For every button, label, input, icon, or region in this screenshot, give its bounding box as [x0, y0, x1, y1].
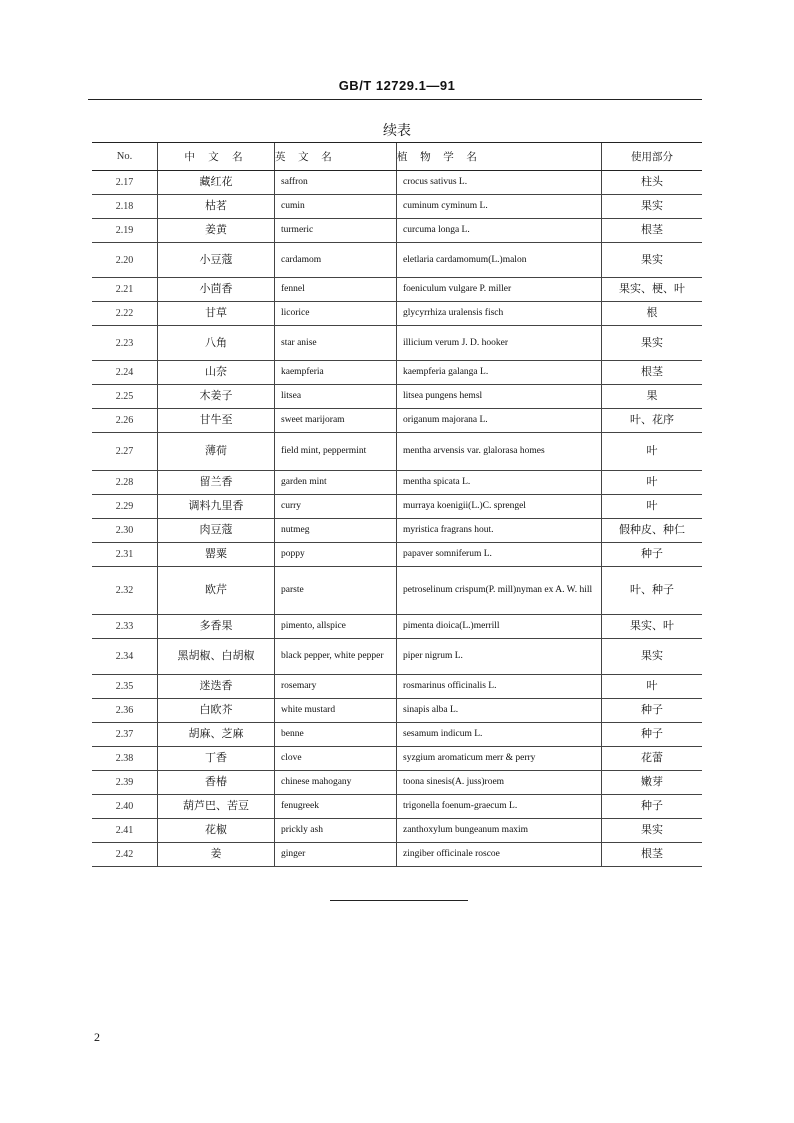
chinese-name-cell: 胡麻、芝麻 [158, 723, 275, 747]
row-number: 2.36 [92, 699, 158, 723]
chinese-name-cell: 小豆蔻 [158, 243, 275, 278]
chinese-name-cell: 迷迭香 [158, 675, 275, 699]
chinese-name-cell: 八角 [158, 326, 275, 361]
column-header-no: No. [92, 143, 158, 171]
table-row [92, 519, 702, 543]
botanical-name-cell: crocus sativus L. [397, 171, 602, 195]
row-number: 2.21 [92, 278, 158, 302]
table-row [92, 243, 702, 278]
botanical-name-cell: curcuma longa L. [397, 219, 602, 243]
chinese-name-cell: 罂粟 [158, 543, 275, 567]
botanical-name-cell: petroselinum crispum(P. mill)nyman ex A. W. hill [397, 567, 602, 615]
english-name-cell: prickly ash [275, 819, 397, 843]
table-row [92, 326, 702, 361]
document-header-title: GB/T 12729.1—91 [338, 78, 456, 93]
row-number: 2.26 [92, 409, 158, 433]
row-number: 2.27 [92, 433, 158, 471]
end-rule [330, 900, 468, 901]
table-row [92, 171, 702, 195]
part-used-cell: 根 [602, 302, 703, 326]
part-used-cell: 果 [602, 385, 703, 409]
english-name-cell: poppy [275, 543, 397, 567]
page-number: 2 [94, 1030, 100, 1044]
botanical-name-cell: foeniculum vulgare P. miller [397, 278, 602, 302]
english-name-cell: chinese mahogany [275, 771, 397, 795]
table-row [92, 471, 702, 495]
english-name-cell: benne [275, 723, 397, 747]
part-used-cell: 果实、叶 [602, 615, 703, 639]
table-row [92, 615, 702, 639]
english-name-cell: curry [275, 495, 397, 519]
chinese-name-cell: 白欧芥 [158, 699, 275, 723]
part-used-cell: 种子 [602, 699, 703, 723]
part-used-cell: 种子 [602, 723, 703, 747]
part-used-cell: 果实 [602, 639, 703, 675]
row-number: 2.18 [92, 195, 158, 219]
row-number: 2.39 [92, 771, 158, 795]
part-used-cell: 叶 [602, 471, 703, 495]
botanical-name-cell: rosmarinus officinalis L. [397, 675, 602, 699]
botanical-name-cell: myristica fragrans hout. [397, 519, 602, 543]
part-used-cell: 果实 [602, 195, 703, 219]
row-number: 2.28 [92, 471, 158, 495]
english-name-cell: garden mint [275, 471, 397, 495]
english-name-cell: licorice [275, 302, 397, 326]
part-used-cell: 果实 [602, 243, 703, 278]
english-name-cell: fennel [275, 278, 397, 302]
spice-table [92, 142, 702, 867]
chinese-name-cell: 黑胡椒、白胡椒 [158, 639, 275, 675]
english-name-cell: pimento, allspice [275, 615, 397, 639]
part-used-cell: 种子 [602, 795, 703, 819]
botanical-name-cell: pimenta dioica(L.)merrill [397, 615, 602, 639]
chinese-name-cell: 多香果 [158, 615, 275, 639]
chinese-name-cell: 丁香 [158, 747, 275, 771]
row-number: 2.42 [92, 843, 158, 867]
table-row [92, 795, 702, 819]
table-header-row [92, 143, 702, 171]
table-row [92, 675, 702, 699]
botanical-name-cell: kaempferia galanga L. [397, 361, 602, 385]
botanical-name-cell: cuminum cyminum L. [397, 195, 602, 219]
part-used-cell: 果实 [602, 326, 703, 361]
row-number: 2.22 [92, 302, 158, 326]
row-number: 2.17 [92, 171, 158, 195]
table-row [92, 361, 702, 385]
table-row [92, 385, 702, 409]
chinese-name-cell: 姜黄 [158, 219, 275, 243]
english-name-cell: white mustard [275, 699, 397, 723]
botanical-name-cell: trigonella foenum-graecum L. [397, 795, 602, 819]
chinese-name-cell: 薄荷 [158, 433, 275, 471]
chinese-name-cell: 小茴香 [158, 278, 275, 302]
botanical-name-cell: eletlaria cardamomum(L.)malon [397, 243, 602, 278]
part-used-cell: 根茎 [602, 843, 703, 867]
part-used-cell: 假种皮、种仁 [602, 519, 703, 543]
chinese-name-cell: 姜 [158, 843, 275, 867]
chinese-name-cell: 甘草 [158, 302, 275, 326]
botanical-name-cell: piper nigrum L. [397, 639, 602, 675]
table-row [92, 567, 702, 615]
english-name-cell: litsea [275, 385, 397, 409]
botanical-name-cell: sinapis alba L. [397, 699, 602, 723]
part-used-cell: 叶、花序 [602, 409, 703, 433]
botanical-name-cell: glycyrrhiza uralensis fisch [397, 302, 602, 326]
table-row [92, 771, 702, 795]
botanical-name-cell: litsea pungens hemsl [397, 385, 602, 409]
table-row [92, 409, 702, 433]
english-name-cell: rosemary [275, 675, 397, 699]
part-used-cell: 叶、种子 [602, 567, 703, 615]
row-number: 2.35 [92, 675, 158, 699]
row-number: 2.29 [92, 495, 158, 519]
table-row [92, 819, 702, 843]
table-row [92, 747, 702, 771]
part-used-cell: 嫩芽 [602, 771, 703, 795]
table-row [92, 723, 702, 747]
english-name-cell: field mint, peppermint [275, 433, 397, 471]
botanical-name-cell: sesamum indicum L. [397, 723, 602, 747]
botanical-name-cell: murraya koenigii(L.)C. sprengel [397, 495, 602, 519]
part-used-cell: 叶 [602, 675, 703, 699]
row-number: 2.37 [92, 723, 158, 747]
part-used-cell: 果实 [602, 819, 703, 843]
botanical-name-cell: syzgium aromaticum merr & perry [397, 747, 602, 771]
chinese-name-cell: 肉豆蔻 [158, 519, 275, 543]
english-name-cell: nutmeg [275, 519, 397, 543]
table-caption: 续表 [383, 123, 411, 139]
row-number: 2.23 [92, 326, 158, 361]
english-name-cell: parste [275, 567, 397, 615]
table-row [92, 543, 702, 567]
row-number: 2.24 [92, 361, 158, 385]
part-used-cell: 花蕾 [602, 747, 703, 771]
table-row [92, 433, 702, 471]
chinese-name-cell: 山奈 [158, 361, 275, 385]
row-number: 2.40 [92, 795, 158, 819]
botanical-name-cell: papaver somniferum L. [397, 543, 602, 567]
column-header-part-used: 使用部分 [602, 143, 703, 171]
table-row [92, 639, 702, 675]
english-name-cell: fenugreek [275, 795, 397, 819]
row-number: 2.20 [92, 243, 158, 278]
botanical-name-cell: origanum majorana L. [397, 409, 602, 433]
row-number: 2.34 [92, 639, 158, 675]
table-body [92, 171, 702, 867]
table-row [92, 219, 702, 243]
english-name-cell: saffron [275, 171, 397, 195]
chinese-name-cell: 枯茗 [158, 195, 275, 219]
botanical-name-cell: zanthoxylum bungeanum maxim [397, 819, 602, 843]
table-row [92, 699, 702, 723]
row-number: 2.31 [92, 543, 158, 567]
row-number: 2.19 [92, 219, 158, 243]
english-name-cell: cumin [275, 195, 397, 219]
row-number: 2.32 [92, 567, 158, 615]
part-used-cell: 柱头 [602, 171, 703, 195]
row-number: 2.30 [92, 519, 158, 543]
part-used-cell: 根茎 [602, 219, 703, 243]
part-used-cell: 果实、梗、叶 [602, 278, 703, 302]
english-name-cell: star anise [275, 326, 397, 361]
part-used-cell: 根茎 [602, 361, 703, 385]
chinese-name-cell: 葫芦巴、苦豆 [158, 795, 275, 819]
row-number: 2.38 [92, 747, 158, 771]
botanical-name-cell: toona sinesis(A. juss)roem [397, 771, 602, 795]
chinese-name-cell: 藏红花 [158, 171, 275, 195]
chinese-name-cell: 留兰香 [158, 471, 275, 495]
chinese-name-cell: 花椒 [158, 819, 275, 843]
column-header-chinese-name: 中 文 名 [158, 143, 275, 171]
row-number: 2.25 [92, 385, 158, 409]
botanical-name-cell: illicium verum J. D. hooker [397, 326, 602, 361]
table-row [92, 495, 702, 519]
botanical-name-cell: mentha arvensis var. glalorasa homes [397, 433, 602, 471]
column-header-english-name: 英 文 名 [275, 143, 397, 171]
row-number: 2.41 [92, 819, 158, 843]
chinese-name-cell: 调料九里香 [158, 495, 275, 519]
part-used-cell: 叶 [602, 433, 703, 471]
english-name-cell: black pepper, white pepper [275, 639, 397, 675]
chinese-name-cell: 木姜子 [158, 385, 275, 409]
english-name-cell: cardamom [275, 243, 397, 278]
english-name-cell: turmeric [275, 219, 397, 243]
chinese-name-cell: 香椿 [158, 771, 275, 795]
table-row [92, 302, 702, 326]
english-name-cell: ginger [275, 843, 397, 867]
column-header-botanical-name: 植 物 学 名 [397, 143, 602, 171]
table-row [92, 195, 702, 219]
header-rule [88, 99, 702, 100]
english-name-cell: kaempferia [275, 361, 397, 385]
botanical-name-cell: mentha spicata L. [397, 471, 602, 495]
part-used-cell: 种子 [602, 543, 703, 567]
table-row [92, 843, 702, 867]
chinese-name-cell: 欧芹 [158, 567, 275, 615]
english-name-cell: clove [275, 747, 397, 771]
chinese-name-cell: 甘牛至 [158, 409, 275, 433]
english-name-cell: sweet marijoram [275, 409, 397, 433]
row-number: 2.33 [92, 615, 158, 639]
table-row [92, 278, 702, 302]
part-used-cell: 叶 [602, 495, 703, 519]
botanical-name-cell: zingiber officinale roscoe [397, 843, 602, 867]
